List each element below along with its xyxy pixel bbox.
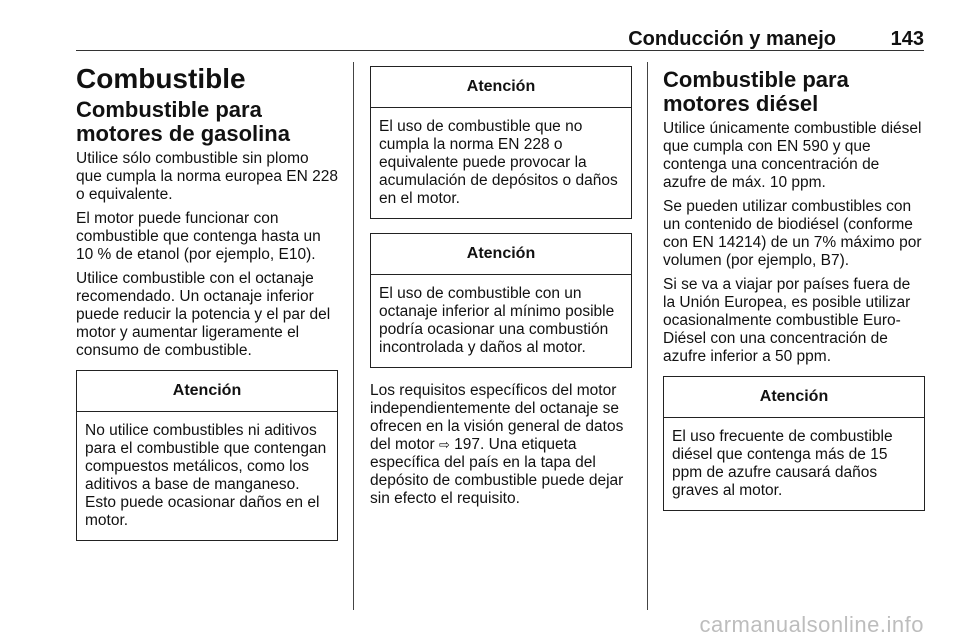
section-heading-gasoline: Combustible para motores de gasolina xyxy=(76,97,290,146)
warning-text: El uso frecuente de combustible diésel que contenga más de 15 ppm de azufre causará daños graves al motor. xyxy=(672,428,893,499)
page-number: 143 xyxy=(890,28,924,50)
page-reference-arrow-icon: ⇨ xyxy=(438,437,450,452)
page-header xyxy=(76,28,924,51)
warning-heading: Atención xyxy=(664,377,924,418)
section-heading-diesel: Combustible para motores diésel xyxy=(663,67,849,116)
paragraph: El motor puede funcionar con combustible que contenga hasta un 10 % de etanol (por ejemplo, E10). xyxy=(76,210,321,263)
warning-box xyxy=(370,233,632,368)
warning-text: El uso de combustible que no cumpla la norma EN 228 o equivalente puede provocar la acumulación de depósitos o daños en el motor. xyxy=(379,118,618,207)
paragraph: Utilice combustible con el octanaje recomendado. Un octanaje inferior puede reducir la potencia y el par del motor y aumentar ligeramente el consumo de combustible. xyxy=(76,270,331,359)
paragraph xyxy=(370,382,632,508)
paragraph-text: Los requisitos específicos del motor independientemente del octanaje se ofrecen en la visión general de datos del motor xyxy=(370,382,624,453)
page-title: Combustible xyxy=(76,63,246,94)
section-title: Conducción y manejo xyxy=(628,28,836,50)
warning-box xyxy=(370,66,632,219)
warning-box xyxy=(663,376,925,511)
column-divider xyxy=(647,62,648,610)
column-3 xyxy=(663,62,925,525)
paragraph: Se pueden utilizar combustibles con un contenido de biodiésel (conforme con EN 14214) de un 7% máximo por volumen (por ejemplo, B7). xyxy=(663,198,922,269)
warning-heading: Atención xyxy=(371,234,631,275)
watermark: carmanualsonline.info xyxy=(699,612,924,637)
column-divider xyxy=(353,62,354,610)
warning-heading: Atención xyxy=(371,67,631,108)
column-1 xyxy=(76,62,338,555)
column-2 xyxy=(370,66,632,514)
page-reference-link[interactable]: 197 xyxy=(454,436,481,453)
paragraph: Utilice sólo combustible sin plomo que cumpla la norma europea EN 228 o equivalente. xyxy=(76,150,338,203)
warning-text: El uso de combustible con un octanaje inferior al mínimo posible podría ocasionar una combustión incontrolada y daños al motor. xyxy=(379,285,615,356)
warning-text: No utilice combustibles ni aditivos para el combustible que contengan compuestos metálicos, como los aditivos a base de manganeso. Esto puede ocasionar daños en el motor. xyxy=(85,422,327,529)
paragraph: Utilice únicamente combustible diésel que cumpla con EN 590 y que contenga una concentración de azufre de máx. 10 ppm. xyxy=(663,120,922,191)
paragraph-text: . Una etiqueta específica del país en la tapa del depósito de combustible puede dejar sin efecto el requisito. xyxy=(370,436,624,507)
warning-box xyxy=(76,370,338,541)
paragraph: Si se va a viajar por países fuera de la Unión Europea, es posible utilizar ocasionalmente combustible Euro-Diésel con una concentración de azufre inferior a 50 ppm. xyxy=(663,276,911,365)
warning-heading: Atención xyxy=(77,371,337,412)
